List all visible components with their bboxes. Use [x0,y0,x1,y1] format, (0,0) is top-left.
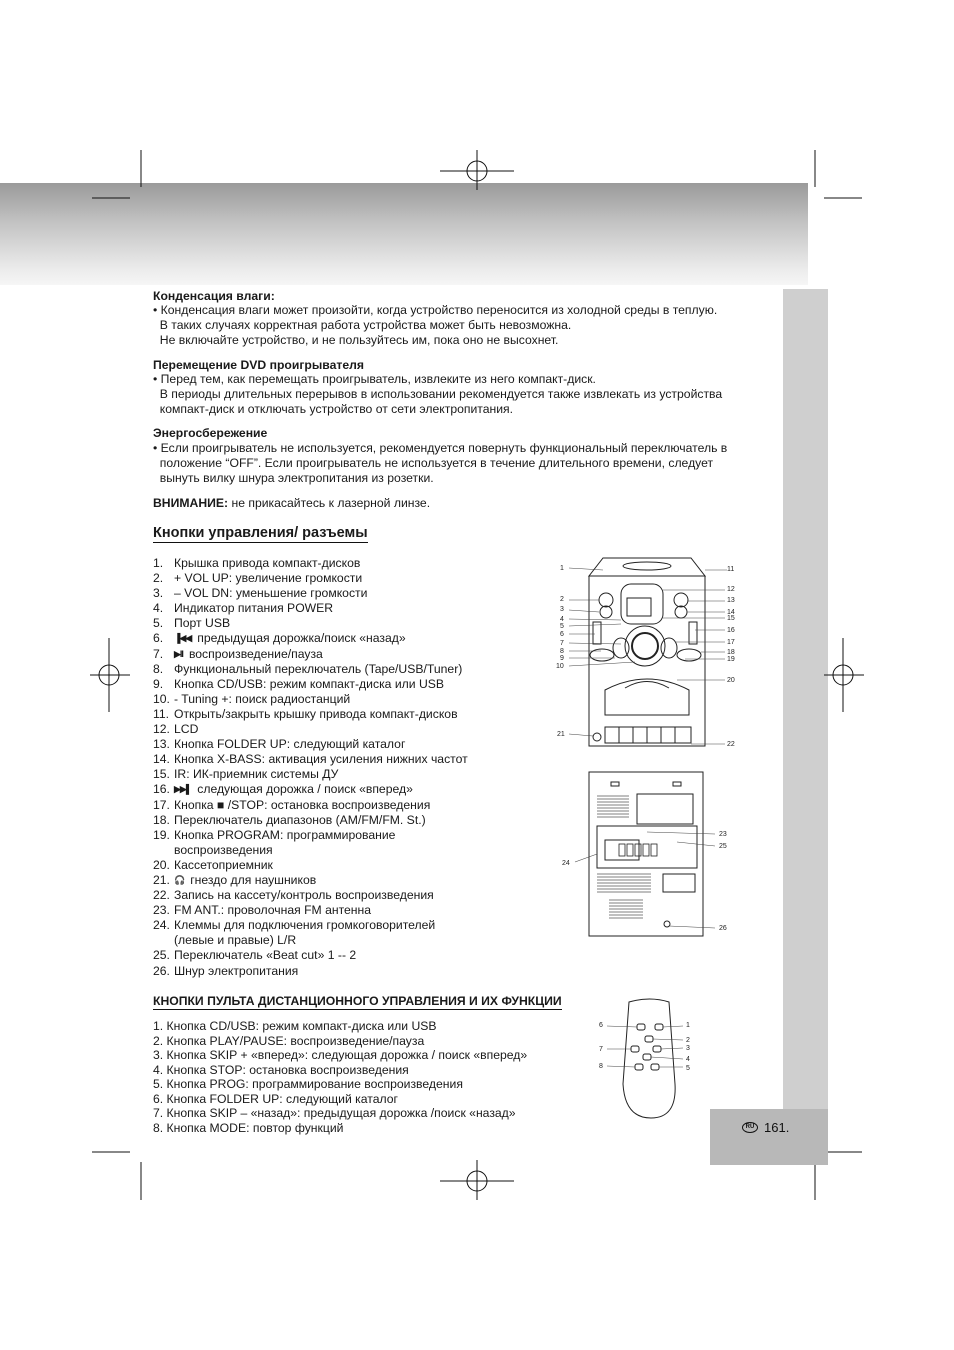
controls-heading-text: Кнопки управления/ разъемы [153,525,368,541]
controls-list-item [153,858,468,873]
text-line: В таких случаях корректная работа устройства может быть невозможна. [153,318,572,332]
item-text: Кнопка ■ /STOP: остановка воспроизведения [174,797,431,812]
controls-list-item [153,631,468,646]
item-number: 8. [153,661,164,676]
remote-list-item: 7. Кнопка SKIP – «назад»: предыдущая дорожка /поиск «назад» [153,1106,516,1120]
item-number: 14. [153,752,170,767]
remote-list-item: 2. Кнопка PLAY/PAUSE: воспроизведение/пауза [153,1033,425,1048]
text-line: положение “OFF”. Если проигрыватель не используется в течение длительного времени, следует [153,456,714,470]
controls-list-item [153,556,468,571]
item-number: 12. [153,722,170,737]
item-number: 16. [153,782,170,797]
item-number: 10. [153,691,170,706]
item-text: воспроизведение/пауза [188,646,323,661]
item-number: 6. [153,631,164,646]
item-text: Переключатель диапазонов (AM/FM/FM. St.) [174,812,426,827]
callout-number: 21 [557,731,565,738]
controls-list-item [153,873,468,888]
item-text: Шнур электропитания [174,963,299,978]
remote-list-item: 3. Кнопка SKIP + «вперед»: следующая дорожка / поиск «вперед» [153,1048,528,1062]
remote-heading [153,994,562,1009]
remote-list-item: 4. Кнопка STOP: остановка воспроизведения [153,1062,409,1077]
callout-number: 2 [686,1037,690,1044]
controls-list-item [153,948,468,963]
text-line: компакт-диск и отключать устройство от сети электропитания. [153,402,514,416]
controls-list-item [153,918,468,933]
item-number: 25. [153,948,170,963]
callout-number: 4 [560,616,564,623]
language-badge: RU [742,1122,758,1133]
item-text: гнездо для наушников [190,872,317,887]
remote-list-item: 6. Кнопка FOLDER UP: следующий каталог [153,1091,398,1106]
text-line: В периоды длительных перерывов в использовании рекомендуется также извлекать из устройства [153,387,723,401]
controls-list-item [153,964,468,979]
item-text: (левые и правые) L/R [174,933,297,948]
callout-number: 3 [686,1045,690,1052]
item-text: + VOL UP: увеличение громкости [174,571,363,586]
controls-list-item [153,601,468,616]
callout-number: 10 [556,663,564,670]
remote-heading-text: КНОПКИ ПУЛЬТА ДИСТАНЦИОННОГО УПРАВЛЕНИЯ И ИХ ФУНКЦИИ [153,994,562,1008]
controls-list-item [153,888,468,903]
item-number: 20. [153,857,170,872]
item-number: 15. [153,767,170,782]
controls-list [153,556,468,979]
callout-number: 20 [727,677,735,684]
item-text: предыдущая дорожка/поиск «назад» [197,631,406,646]
callout-number: 23 [719,831,727,838]
item-text: Клеммы для подключения громкоговорителей [174,918,436,933]
controls-list-item [153,722,468,737]
callout-number: 7 [560,640,564,647]
controls-list-item [153,647,468,662]
item-number: 7. [153,646,164,661]
item-text: Кассетоприемник [174,857,273,872]
control-symbol-icon: 🎧 [174,874,185,885]
item-text: Запись на кассету/контроль воспроизведения [174,888,434,903]
controls-list-item [153,767,468,782]
controls-list-item [153,798,468,813]
item-text: - Tuning +: поиск радиостанций [174,691,351,706]
callout-number: 3 [560,606,564,613]
condensation-body [153,303,717,348]
callout-number: 16 [727,627,735,634]
controls-list-item [153,782,468,797]
callout-number: 22 [727,741,735,748]
callout-number: 13 [727,597,735,604]
callout-number: 7 [599,1046,603,1053]
callout-number: 5 [560,623,564,630]
callout-number: 6 [599,1022,603,1029]
item-number: 17. [153,797,170,812]
remote-list-item: 5. Кнопка PROG: программирование воспроизведения [153,1077,463,1091]
callout-number: 8 [560,648,564,655]
item-number: 18. [153,812,170,827]
control-symbol-icon: ▶▶▌ [174,784,192,795]
item-text: LCD [174,722,199,737]
item-number: 2. [153,571,164,586]
controls-list-item [153,813,468,828]
controls-list-item [153,752,468,767]
controls-list-item [153,662,468,677]
moving-body [153,372,722,417]
item-number: 13. [153,737,170,752]
item-text: Переключатель «Beat cut» 1 -- 2 [174,948,357,963]
remote-list [153,1019,527,1135]
control-symbol-icon: ▶II [174,648,183,659]
item-text: Индикатор питания POWER [174,601,334,616]
controls-list-item [153,933,468,948]
item-number: 22. [153,888,170,903]
callout-number: 26 [719,925,727,932]
item-text: Кнопка PROGRAM: программирование [174,827,396,842]
item-text: Крышка привода компакт-дисков [174,556,361,570]
callout-number: 14 [727,609,735,616]
controls-list-item [153,692,468,707]
callout-number: 4 [686,1056,690,1063]
item-text: Функциональный переключатель (Tape/USB/Tuner) [174,661,463,676]
front-panel-diagram [555,550,745,755]
text-line: Не включайте устройство, и не пользуйтесь им, пока оно не высохнет. [153,333,559,347]
controls-heading [153,525,368,541]
item-number: 24. [153,918,170,933]
warning-note [153,496,430,511]
remote-list-item: 8. Кнопка MODE: повтор функций [153,1120,344,1135]
callout-number: 1 [560,565,564,572]
condensation-title: Конденсация влаги: [153,289,275,303]
controls-list-item [153,737,468,752]
item-text: Открыть/закрыть крышку привода компакт-дисков [174,706,458,721]
item-number: 1. [153,556,164,570]
item-number [153,843,174,858]
item-text: Кнопка FOLDER UP: следующий каталог [174,737,406,752]
page-number-text: 161. [764,1120,790,1135]
controls-list-item [153,707,468,722]
controls-list-item [153,616,468,631]
warning-text: не прикасайтесь к лазерной линзе. [228,496,431,510]
callout-number: 5 [686,1065,690,1072]
item-number: 19. [153,827,170,842]
controls-list-item [153,903,468,918]
controls-list-item [153,586,468,601]
moving-title: Перемещение DVD проигрывателя [153,358,364,372]
remote-diagram [595,996,705,1122]
back-panel-diagram [555,770,745,940]
item-text: IR: ИК-приемник системы ДУ [174,767,339,782]
callout-number: 17 [727,639,735,646]
energy-body [153,441,727,486]
callout-number: 12 [727,586,735,593]
callout-number: 11 [727,566,735,573]
callout-number: 9 [560,655,564,662]
callout-number: 18 [727,649,735,656]
item-number [153,933,174,948]
item-text: следующая дорожка / поиск «вперед» [197,782,413,797]
callout-number: 25 [719,843,727,850]
controls-list-item [153,571,468,586]
callout-number: 6 [560,631,564,638]
item-number: 9. [153,676,164,691]
item-number: 3. [153,586,164,601]
item-text: FM ANT.: проволочная FM антенна [174,903,372,918]
item-text: Кнопка X-BASS: активация усиления нижних частот [174,752,468,767]
item-number: 23. [153,903,170,918]
callout-number: 24 [562,860,570,867]
remote-list-item: 1. Кнопка CD/USB: режим компакт-диска или USB [153,1019,437,1033]
item-text: – VOL DN: уменьшение громкости [174,586,368,601]
item-number: 21. [153,872,170,887]
callout-number: 15 [727,615,735,622]
page-number [742,1120,789,1135]
energy-title: Энергосбережение [153,426,268,440]
item-number: 5. [153,616,164,631]
callout-number: 1 [686,1022,690,1029]
controls-list-item [153,828,468,843]
callout-number: 8 [599,1063,603,1070]
item-text: Кнопка CD/USB: режим компакт-диска или USB [174,676,445,691]
item-number: 4. [153,601,164,616]
text-line: • Конденсация влаги может произойти, когда устройство переносится из холодной среды в теплую. [153,303,718,317]
text-line: • Если проигрыватель не используется, рекомендуется повернуть функциональный переключатель в [153,441,728,455]
text-line: вынуть вилку шнура электропитания из розетки. [153,471,434,485]
text-line: • Перед тем, как перемещать проигрыватель, извлеките из него компакт-диск. [153,372,596,386]
controls-list-item [153,843,468,858]
item-text: воспроизведения [174,842,273,857]
page-number-box [710,1109,828,1165]
callout-number: 2 [560,596,564,603]
callout-number: 19 [727,656,735,663]
warning-label: ВНИМАНИЕ: [153,496,229,510]
control-symbol-icon: ▐◀◀ [174,633,192,644]
controls-list-item [153,677,468,692]
item-number: 11. [153,706,170,721]
item-text: Порт USB [174,616,231,631]
item-number: 26. [153,963,170,978]
